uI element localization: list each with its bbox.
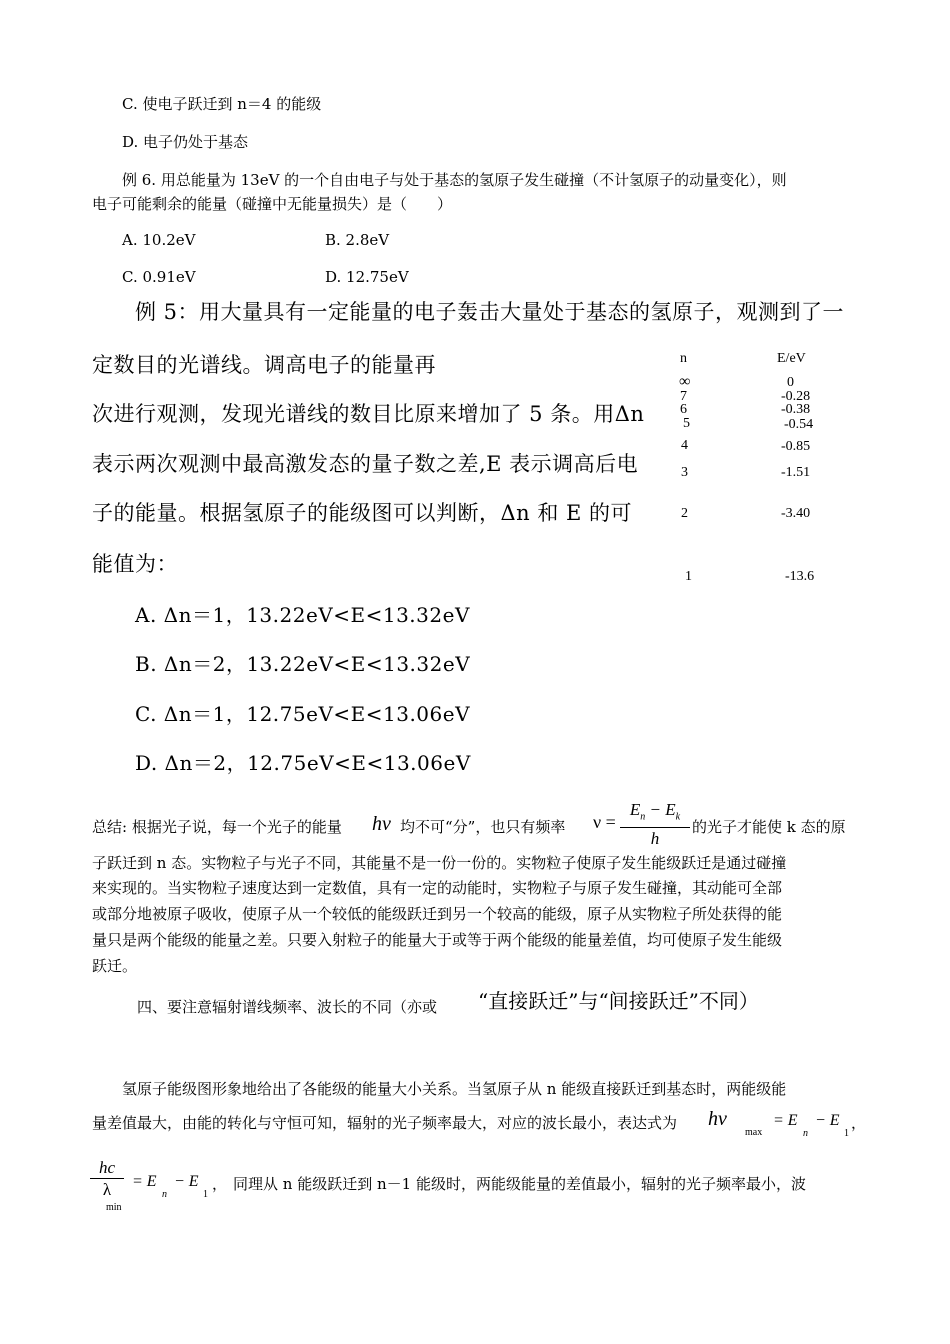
level-e-2: -3.40 <box>781 506 811 521</box>
min-subscript: min <box>106 1202 122 1213</box>
option-d: D. 电子仍处于基态 <box>122 133 249 151</box>
paragraph-line2: 量差值最大，由能的转化与守恒可知，辐射的光子频率最大，对应的波长最小，表达式为 <box>92 1114 678 1132</box>
example5-option-d: D. Δn＝2，12.75eV<E<13.06eV <box>135 751 471 775</box>
level-header-e: E/eV <box>777 351 806 366</box>
comma: ， <box>851 1114 867 1132</box>
level-e-4: -0.85 <box>781 439 811 454</box>
summary-line4: 或部分地被原子吸收，使原子从一个较低的能级跃迁到另一个较高的能级，原子从实物粒子所处获得的能 <box>92 905 783 923</box>
example6-option-d: D. 12.75eV <box>325 268 409 286</box>
one-subscript: 1 <box>844 1128 849 1139</box>
paragraph-line1: 氢原子能级图形象地给出了各能级的能量大小关系。当氢原子从 n 能级直接跃迁到基态时，两能级能 <box>122 1080 787 1098</box>
level-e-6: -0.38 <box>781 402 811 417</box>
comma-2: ， <box>212 1175 228 1193</box>
summary-line5: 量只是两个能级的能量之差。只要入射粒子的能量大于或等于两个能级的能量差值，均可使原子发生能级 <box>92 931 783 949</box>
level-e-1: -13.6 <box>785 569 815 584</box>
summary-line1-c: 的光子才能使 k 态的原 <box>692 818 846 836</box>
summary-line2: 子跃迁到 n 态。实物粒子与光子不同，其能量不是一份一份的。实物粒子使原子发生能级跃迁是通过碰撞 <box>92 854 787 872</box>
section4-heading-a: 四、要注意辐射谱线频率、波长的不同（亦或 <box>137 998 438 1016</box>
one-subscript-2: 1 <box>203 1189 208 1200</box>
minus-e1-2: − E <box>174 1173 199 1190</box>
example5-line2: 定数目的光谱线。调高电子的能量再 <box>92 353 436 377</box>
example5-option-c: C. Δn＝1，12.75eV<E<13.06eV <box>135 702 471 726</box>
example6-option-b: B. 2.8eV <box>325 231 390 249</box>
level-n-5: 5 <box>683 416 690 431</box>
example6-option-c: C. 0.91eV <box>122 268 196 286</box>
summary-line1-a: 总结: 根据光子说，每一个光子的能量 <box>92 818 342 836</box>
n-subscript-2: n <box>162 1189 167 1200</box>
example6-line2: 电子可能剩余的能量（碰撞中无能量损失）是（ ） <box>92 195 453 213</box>
level-n-4: 4 <box>681 438 688 453</box>
summary-line1-b: 均不可“分”，也只有频率 <box>400 818 566 836</box>
n-subscript: n <box>803 1128 808 1139</box>
wavelength-fraction: $\frac{hc}{\lambda}$ <box>90 1158 124 1201</box>
example5-line6: 能值为： <box>92 552 178 576</box>
example5-option-b: B. Δn＝2，13.22eV<E<13.32eV <box>135 652 471 676</box>
example5-line1: 例 5：用大量具有一定能量的电子轰击大量处于基态的氢原子，观测到了一 <box>135 300 845 324</box>
level-e-7: -0.28 <box>781 389 811 404</box>
example6-line1: 例 6. 用总能量为 13eV 的一个自由电子与处于基态的氢原子发生碰撞（不计氢原子的动量变化），则 <box>122 171 787 189</box>
level-n-1: 1 <box>685 569 692 584</box>
option-c: C. 使电子跃迁到 n＝4 的能级 <box>122 95 322 113</box>
level-n-inf: ∞ <box>679 373 691 390</box>
level-n-6: 6 <box>680 402 687 417</box>
frequency-fraction: $\frac{E_n - E_k}{h}$ <box>620 800 690 850</box>
level-n-7: 7 <box>680 389 687 404</box>
example6-option-a: A. 10.2eV <box>122 231 196 249</box>
level-n-2: 2 <box>681 506 688 521</box>
level-header-n: n <box>680 351 687 366</box>
section4-heading-b: “直接跃迁”与“间接跃迁”不同） <box>478 989 759 1013</box>
max-subscript: max <box>745 1127 763 1138</box>
nu-equals: ν = <box>593 812 616 832</box>
level-e-5: -0.54 <box>784 417 814 432</box>
energy-diff-expression: = E <box>773 1112 798 1129</box>
summary-line6: 跃迁。 <box>92 957 138 975</box>
wavelength-energy-expression: = E <box>132 1173 157 1190</box>
hv-symbol: hν <box>372 813 391 835</box>
example5-line5: 子的能量。根据氢原子的能级图可以判断，Δn 和 E 的可 <box>92 501 633 525</box>
minus-e1: − E <box>815 1112 840 1129</box>
example5-line4: 表示两次观测中最高激发态的量子数之差,E 表示调高后电 <box>92 452 639 476</box>
example5-option-a: A. Δn＝1，13.22eV<E<13.32eV <box>135 603 470 627</box>
summary-line3: 来实现的。当实物粒子速度达到一定数值，具有一定的动能时，实物粒子与原子发生碰撞，其动能可全部 <box>92 879 783 897</box>
level-e-inf: 0 <box>787 375 794 390</box>
paragraph-line3: 同理从 n 能级跃迁到 n－1 能级时，两能级能量的差值最小，辐射的光子频率最小，波 <box>233 1175 806 1193</box>
level-e-3: -1.51 <box>781 465 811 480</box>
level-n-3: 3 <box>681 465 688 480</box>
example5-line3: 次进行观测，发现光谱线的数目比原来增加了 5 条。用Δn <box>92 402 645 426</box>
hv-max-expression: hν <box>708 1108 727 1130</box>
